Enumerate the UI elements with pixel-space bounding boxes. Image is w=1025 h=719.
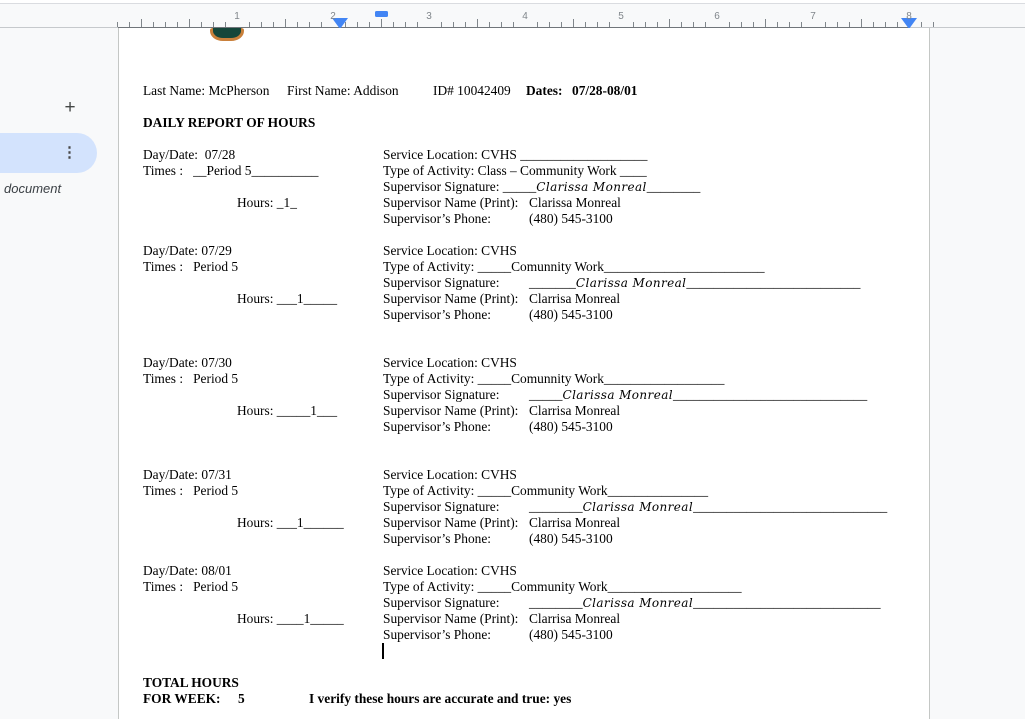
ruler-tick bbox=[561, 22, 562, 27]
supervisor-signature-line: Supervisor Signature: _____Clarissa Monreal_____________________________ bbox=[383, 387, 868, 402]
ruler-tick bbox=[249, 22, 250, 27]
times: Times : Period 5 bbox=[143, 579, 239, 594]
ruler-tick bbox=[129, 22, 130, 27]
ruler-tick bbox=[837, 22, 838, 27]
type-of-activity: Type of Activity: _____Community Work_______________ bbox=[383, 483, 709, 498]
ruler-tick bbox=[297, 22, 298, 27]
times: Times : __Period 5__________ bbox=[143, 163, 319, 178]
signature-script: Clarissa Monreal bbox=[582, 500, 694, 514]
ruler-tick bbox=[405, 22, 406, 27]
day-date: Day/Date: 07/30 bbox=[143, 355, 232, 370]
supervisor-name-line: Supervisor Name (Print): Clarrisa Monreal bbox=[383, 291, 621, 306]
ruler-tick bbox=[345, 22, 346, 27]
day-date: Day/Date: 08/01 bbox=[143, 563, 232, 578]
day-date: Day/Date: 07/28 bbox=[143, 147, 236, 162]
ruler-tick bbox=[849, 22, 850, 27]
signature-script: Clarissa Monreal bbox=[536, 180, 647, 194]
service-location: Service Location: CVHS ___________________ bbox=[383, 147, 648, 162]
ruler-tick bbox=[597, 22, 598, 27]
horizontal-ruler[interactable] bbox=[0, 4, 1025, 28]
day-entry-0729 bbox=[143, 243, 930, 323]
ruler-tick bbox=[453, 22, 454, 27]
ruler-tick bbox=[693, 22, 694, 27]
ruler-tick bbox=[201, 22, 202, 27]
ruler-tick bbox=[357, 22, 358, 27]
ruler-tick bbox=[657, 22, 658, 27]
hours: Hours: ____1_____ bbox=[237, 611, 344, 626]
signature-script: Clarissa Monreal bbox=[582, 596, 694, 610]
page-title: DAILY REPORT OF HOURS bbox=[143, 115, 316, 130]
supervisor-signature-line: Supervisor Signature: _____Clarissa Monreal________ bbox=[383, 179, 701, 194]
ruler-inch-number: 3 bbox=[426, 11, 432, 22]
type-of-activity: Type of Activity: _____Community Work____________________ bbox=[383, 579, 742, 594]
ruler-tick bbox=[645, 22, 646, 27]
times: Times : Period 5 bbox=[143, 371, 239, 386]
hours: Hours: ___1______ bbox=[237, 515, 344, 530]
supervisor-name-line: Supervisor Name (Print): Clarrisa Monreal bbox=[383, 515, 621, 530]
ruler-inch-number: 1 bbox=[234, 11, 240, 22]
ruler-inch-number: 6 bbox=[714, 11, 720, 22]
ruler-tick bbox=[741, 22, 742, 27]
supervisor-name-line: Supervisor Name (Print): Clarrisa Monreal bbox=[383, 611, 621, 626]
times: Times : Period 5 bbox=[143, 259, 239, 274]
type-of-activity: Type of Activity: _____Comunnity Work________________________ bbox=[383, 259, 765, 274]
ruler-tick bbox=[261, 22, 262, 27]
id-number-field: ID# 10042409 bbox=[433, 83, 511, 98]
type-of-activity: Type of Activity: Class – Community Work ____ bbox=[383, 163, 647, 178]
ruler-tick bbox=[513, 22, 514, 27]
ruler-inch-number: 5 bbox=[618, 11, 624, 22]
sidebar-item-document-tab[interactable] bbox=[0, 133, 97, 173]
hours: Hours: ___1_____ bbox=[237, 291, 338, 306]
service-location: Service Location: CVHS bbox=[383, 563, 517, 578]
day-entry-0801 bbox=[143, 563, 930, 643]
ruler-tick bbox=[789, 22, 790, 27]
service-location: Service Location: CVHS bbox=[383, 467, 517, 482]
service-location: Service Location: CVHS bbox=[383, 355, 517, 370]
day-entry-0728 bbox=[143, 147, 930, 227]
type-of-activity: Type of Activity: _____Comunnity Work__________________ bbox=[383, 371, 725, 386]
ruler-tick bbox=[801, 22, 802, 27]
ruler-tick bbox=[477, 19, 478, 27]
dates-label: Dates: bbox=[526, 83, 563, 98]
hours: Hours: _____1___ bbox=[237, 403, 338, 418]
ruler-tick bbox=[441, 22, 442, 27]
ruler-tick bbox=[177, 22, 178, 27]
ruler-tick bbox=[765, 19, 766, 27]
ruler-tick bbox=[213, 22, 214, 27]
signature-script: Clarissa Monreal bbox=[562, 388, 673, 402]
ruler-tick bbox=[921, 22, 922, 27]
day-date: Day/Date: 07/31 bbox=[143, 467, 232, 482]
day-entry-0731 bbox=[143, 467, 930, 547]
supervisor-name-line: Supervisor Name (Print): Clarissa Monreal bbox=[383, 195, 621, 210]
ruler-tick bbox=[273, 22, 274, 27]
ruler-tick bbox=[873, 22, 874, 27]
ruler-inch-number: 7 bbox=[810, 11, 816, 22]
ruler-tick bbox=[933, 22, 934, 27]
hours: Hours: _1_ bbox=[237, 195, 297, 210]
supervisor-phone-line: Supervisor’s Phone: (480) 545-3100 bbox=[383, 627, 613, 642]
ruler-tick bbox=[285, 19, 286, 27]
ruler-tick bbox=[777, 22, 778, 27]
last-name-field: Last Name: McPherson bbox=[143, 83, 270, 98]
ruler-tick bbox=[609, 22, 610, 27]
supervisor-phone-line: Supervisor’s Phone: (480) 545-3100 bbox=[383, 419, 613, 434]
first-line-indent-marker-icon[interactable] bbox=[375, 11, 388, 17]
document-canvas bbox=[119, 28, 1025, 719]
total-hours-title: TOTAL HOURS bbox=[143, 675, 239, 690]
ruler-tick bbox=[633, 22, 634, 27]
dates-value: 07/28-08/01 bbox=[572, 83, 638, 98]
supervisor-phone-line: Supervisor’s Phone: (480) 545-3100 bbox=[383, 307, 613, 322]
ruler-tick bbox=[465, 22, 466, 27]
document-page[interactable] bbox=[119, 28, 930, 719]
times: Times : Period 5 bbox=[143, 483, 239, 498]
ruler-tick bbox=[729, 22, 730, 27]
ruler-tick bbox=[417, 22, 418, 27]
ruler-tick bbox=[141, 19, 142, 27]
ruler-tick bbox=[573, 19, 574, 27]
ruler-tick bbox=[897, 22, 898, 27]
school-logo-image bbox=[210, 28, 244, 41]
ruler-tick bbox=[885, 22, 886, 27]
ruler-tick bbox=[381, 19, 382, 27]
tab-options-icon[interactable]: ⋮ bbox=[62, 144, 76, 161]
ruler-inch-number: 4 bbox=[522, 11, 528, 22]
ruler-tick bbox=[369, 22, 370, 27]
ruler-tick bbox=[501, 22, 502, 27]
tabs-sidebar bbox=[0, 28, 119, 719]
ruler-tick bbox=[189, 19, 190, 27]
week-value: 5 bbox=[238, 691, 245, 706]
add-tab-button[interactable]: + bbox=[64, 97, 76, 118]
ruler-tick bbox=[225, 22, 226, 27]
supervisor-phone-line: Supervisor’s Phone: (480) 545-3100 bbox=[383, 211, 613, 226]
student-info-line bbox=[143, 83, 930, 99]
ruler-tick bbox=[681, 22, 682, 27]
ruler-tick bbox=[153, 22, 154, 27]
ruler-tick bbox=[861, 19, 862, 27]
ruler-tick bbox=[669, 19, 670, 27]
ruler-tick bbox=[309, 22, 310, 27]
ruler-inch-number: 2 bbox=[330, 11, 336, 22]
ruler-tick bbox=[549, 22, 550, 27]
supervisor-signature-line: Supervisor Signature: _______Clarissa Monreal__________________________ bbox=[383, 275, 861, 290]
day-date: Day/Date: 07/29 bbox=[143, 243, 232, 258]
ruler-tick bbox=[705, 22, 706, 27]
ruler-tick bbox=[825, 22, 826, 27]
supervisor-phone-line: Supervisor’s Phone: (480) 545-3100 bbox=[383, 531, 613, 546]
ruler-tick bbox=[117, 22, 118, 27]
signature-script: Clarissa Monreal bbox=[575, 276, 687, 290]
ruler-inch-number: 8 bbox=[906, 11, 912, 22]
ruler-tick bbox=[537, 22, 538, 27]
ruler-tick bbox=[165, 22, 166, 27]
cursor-line bbox=[143, 643, 930, 659]
ruler-tick bbox=[489, 22, 490, 27]
document-content bbox=[143, 83, 930, 707]
ruler-tick bbox=[753, 22, 754, 27]
text-cursor bbox=[382, 643, 384, 659]
supervisor-signature-line: Supervisor Signature: ________Clarissa Monreal_____________________________ bbox=[383, 499, 888, 514]
ruler-tick bbox=[393, 22, 394, 27]
total-hours-line bbox=[143, 691, 930, 707]
day-entry-0730 bbox=[143, 355, 930, 435]
ruler-tick bbox=[585, 22, 586, 27]
supervisor-name-line: Supervisor Name (Print): Clarrisa Monreal bbox=[383, 403, 621, 418]
tab-label: document bbox=[4, 181, 62, 196]
first-name-field: First Name: Addison bbox=[287, 83, 399, 98]
supervisor-signature-line: Supervisor Signature: ________Clarissa Monreal____________________________ bbox=[383, 595, 881, 610]
ruler-tick bbox=[321, 22, 322, 27]
verify-statement: I verify these hours are accurate and true: yes bbox=[309, 691, 572, 706]
service-location: Service Location: CVHS bbox=[383, 243, 517, 258]
week-label: FOR WEEK: bbox=[143, 691, 221, 706]
